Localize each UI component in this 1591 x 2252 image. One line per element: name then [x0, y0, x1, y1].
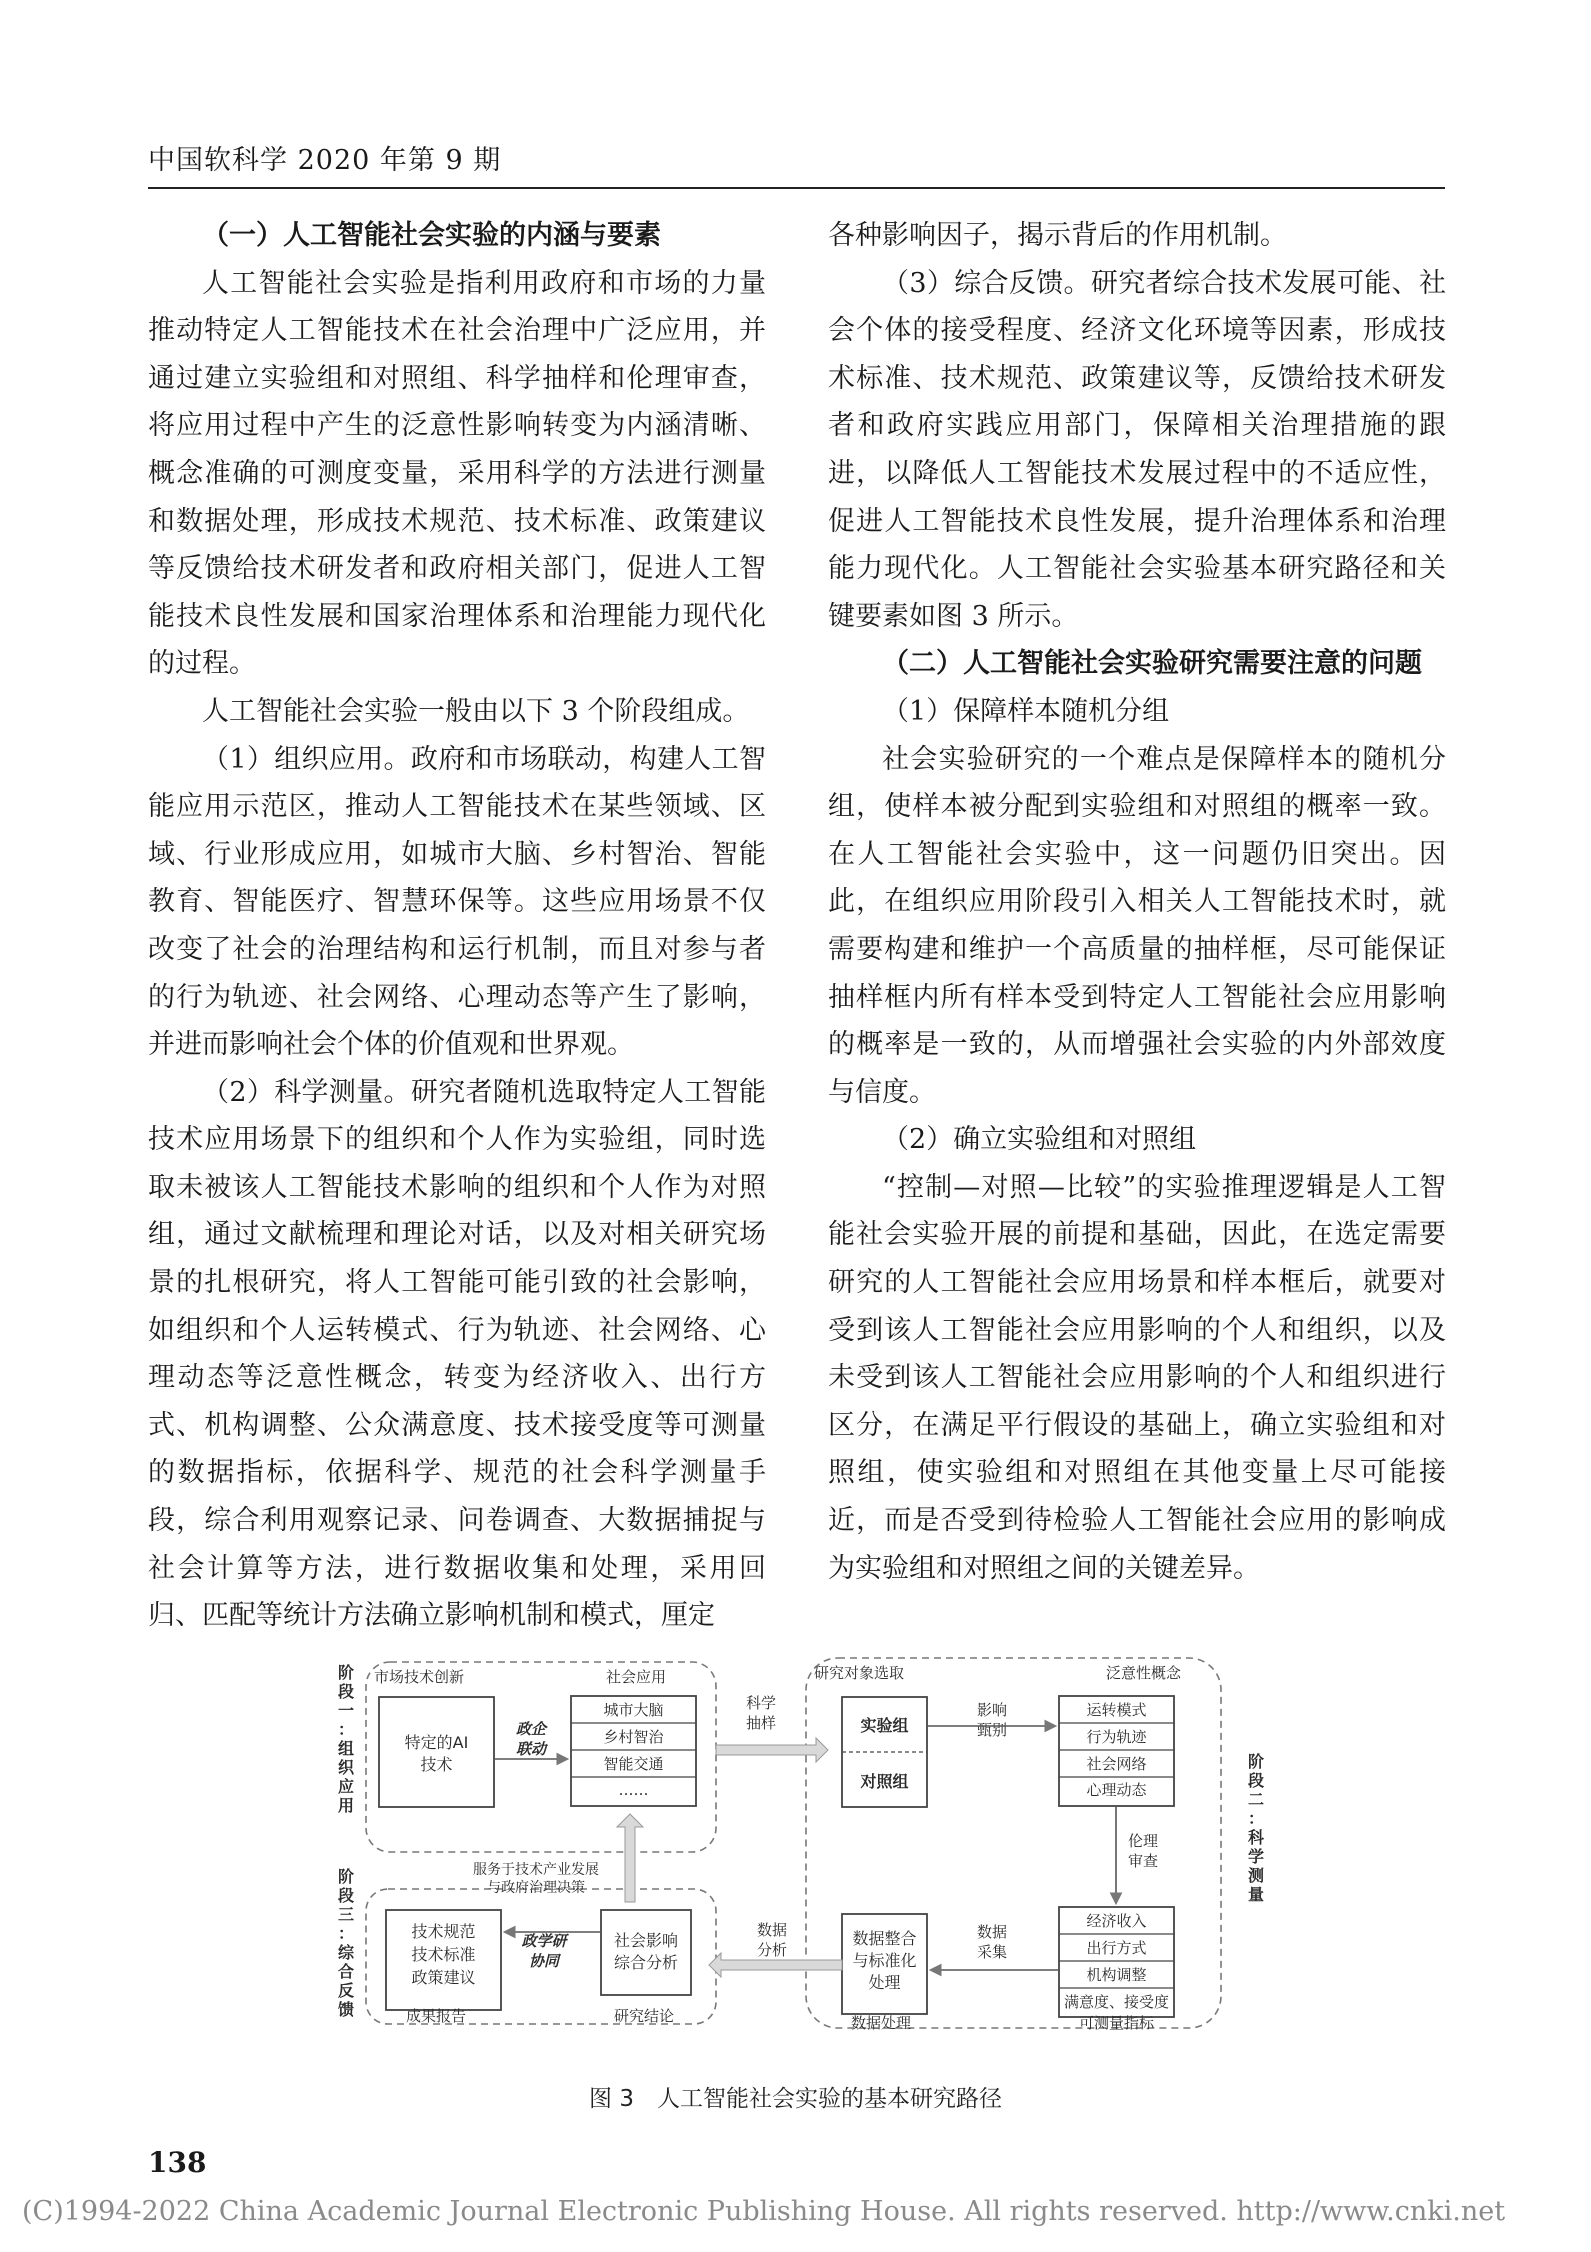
indicator-item: 出行方式: [1086, 1939, 1147, 1957]
journal-header: 中国软科学 2020 年第 9 期: [148, 145, 502, 176]
ethics-label-1: 伦理: [1128, 1832, 1159, 1850]
ai-tech-text-1: 特定的AI: [404, 1733, 469, 1752]
paragraph: （2）科学测量。研究者随机选取特定人工智能技术应用场景下的组织和个人作为实验组，同时选取未被该人工智能技术影响的组织和个人作为对照组，通过文献梳理和理论对话，以及对相关研究场景的扎根研究，将人工智能可能引致的社会影响，如组织和个人运转模式、行为轨迹、社会网络、心理动态等泛意性概念，转变为经济收入、出行方式、机构调整、公众满意度、技术接受度等可测量的数据指标，依据科学、规范的社会科学测量手段，综合利用观察记录、问卷调查、大数据捕捉与社会计算等方法，进行数据收集和处理，采用回归、匹配等统计方法确立影响机制和模式，厘定: [148, 1076, 766, 1632]
impact-text-2: 综合分析: [613, 1953, 679, 1972]
stage2-label: 阶段二：科学测量: [1248, 1752, 1265, 1904]
stage3-label: 阶段三：综合反馈: [338, 1867, 355, 2019]
data-integ-text: 与标准化: [852, 1951, 917, 1970]
paragraph: 人工智能社会实验一般由以下 3 个阶段组成。: [202, 695, 750, 727]
concept-item: 社会网络: [1086, 1755, 1147, 1773]
right-column: [828, 212, 1446, 1592]
data-proc-label: 数据处理: [851, 2014, 912, 2032]
data-analysis-label-2: 分析: [756, 1941, 788, 1959]
impact-text-1: 社会影响: [613, 1931, 679, 1950]
tech-spec-text: 政策建议: [411, 1968, 476, 1987]
exp-group-label: 实验组: [860, 1716, 909, 1735]
sampling-label-2: 抽样: [745, 1714, 777, 1732]
measure-ind-label: 可测量指标: [1079, 2014, 1155, 2032]
indicator-item: 机构调整: [1086, 1966, 1147, 1984]
section-heading-1: （一）人工智能社会实验的内涵与要素: [202, 220, 661, 251]
policy-collab-2: 协同: [528, 1952, 560, 1970]
paragraph: 人工智能社会实验是指利用政府和市场的力量推动特定人工智能技术在社会治理中广泛应用，并通过建立实验组和对照组、科学抽样和伦理审查，将应用过程中产生的泛意性影响转变为内涵清晰、概念准确的可测度变量，采用科学的方法进行测量和数据处理，形成技术规范、技术标准、政策建议等反馈给技术研发者和政府相关部门，促进人工智能技术良性发展和国家治理体系和治理能力现代化的过程。: [148, 267, 766, 680]
concept-item: 心理动态: [1086, 1781, 1147, 1799]
indicator-item: 经济收入: [1086, 1912, 1147, 1930]
sampling-arrow: [716, 1738, 828, 1762]
tech-spec-text: 技术标准: [411, 1945, 476, 1964]
ai-tech-box: [379, 1697, 494, 1807]
concept-item: 运转模式: [1086, 1701, 1147, 1719]
data-integ-text: 处理: [868, 1973, 901, 1992]
header-rule: [148, 187, 1445, 189]
ctrl-group-label: 对照组: [860, 1772, 909, 1791]
tech-spec-text: 技术规范: [411, 1922, 476, 1941]
policy-collab-1: 政学研: [521, 1932, 567, 1950]
gov-link-1: 政企: [515, 1720, 547, 1738]
paragraph: （1）组织应用。政府和市场联动，构建人工智能应用示范区，推动人工智能技术在某些领域、区域、行业形成应用，如城市大脑、乡村智治、智能教育、智能医疗、智慧环保等。这些应用场景不仅改变了社会的治理结构和运行机制，而且对参与者的行为轨迹、社会网络、心理动态等产生了影响，并进而影响社会个体的价值观和世界观。: [148, 743, 766, 1061]
app-item: 城市大脑: [603, 1701, 664, 1719]
effect-label-2: 甄别: [976, 1721, 1008, 1739]
market-tech-label: 市场技术创新: [374, 1668, 465, 1686]
concept-item: 行为轨迹: [1086, 1728, 1147, 1746]
figure-caption: 图 3 人工智能社会实验的基本研究路径: [589, 2086, 1002, 2112]
app-item: ……: [618, 1781, 649, 1799]
indicator-item: 满意度、接受度: [1063, 1993, 1170, 2011]
app-item: 乡村智治: [603, 1728, 664, 1746]
data-collect-label-2: 采集: [976, 1943, 1008, 1961]
app-item: 智能交通: [603, 1755, 664, 1773]
social-app-label: 社会应用: [606, 1668, 667, 1686]
research-select-label: 研究对象选取: [814, 1664, 905, 1682]
subheading: （1）保障样本随机分组: [882, 695, 1170, 727]
conclusion-label: 研究结论: [614, 2007, 675, 2025]
gov-link-2: 联动: [515, 1740, 547, 1758]
research-path-diagram: [316, 1652, 1276, 2052]
paragraph: “控制—对照—比较”的实验推理逻辑是人工智能社会实验开展的前提和基础，因此，在选定需要研究的人工智能社会应用场景和样本框后，就要对受到该人工智能社会应用影响的个人和组织，以及未受到该人工智能社会应用影响的个人和组织进行区分，在满足平行假设的基础上，确立实验组和对照组，使实验组和对照组在其他变量上尽可能接近，而是否受到待检验人工智能社会应用的影响成为实验组和对照组之间的关键差异。: [828, 1171, 1446, 1584]
page-number: 138: [148, 2146, 207, 2179]
figure-3: [316, 1652, 1276, 2052]
concept-label: 泛意性概念: [1106, 1664, 1182, 1682]
subheading: （2）确立实验组和对照组: [882, 1124, 1197, 1156]
sampling-label-1: 科学: [745, 1694, 777, 1712]
ai-tech-text-2: 技术: [420, 1755, 453, 1774]
stage1-label: 阶段一：组织应用: [338, 1663, 355, 1815]
copyright-footer: (C)1994-2022 China Academic Journal Electronic Publishing House. All rights reserved. http://www.cnki.net: [22, 2196, 1506, 2227]
left-column: [148, 212, 766, 1640]
data-analysis-label-1: 数据: [756, 1921, 788, 1939]
paragraph: 社会实验研究的一个难点是保障样本的随机分组，使样本被分配到实验组和对照组的概率一致。在人工智能社会实验中，这一问题仍旧突出。因此，在组织应用阶段引入相关人工智能技术时，就需要构建和维护一个高质量的抽样框，尽可能保证抽样框内所有样本受到特定人工智能社会应用影响的概率是一致的，从而增强社会实验的内外部效度与信度。: [828, 743, 1446, 1108]
data-integ-text: 数据整合: [852, 1929, 917, 1948]
data-collect-label-1: 数据: [976, 1923, 1008, 1941]
paragraph-continued: 各种影响因子，揭示背后的作用机制。: [828, 220, 1287, 251]
ethics-label-2: 审查: [1128, 1852, 1159, 1870]
effect-label-1: 影响: [976, 1701, 1008, 1719]
service-label-2: 与政府治理决策: [487, 1880, 585, 1896]
service-label-1: 服务于技术产业发展: [473, 1862, 599, 1878]
result-report-label: 成果报告: [406, 2007, 467, 2025]
paragraph: （3）综合反馈。研究者综合技术发展可能、社会个体的接受程度、经济文化环境等因素，形成技术标准、技术规范、政策建议等，反馈给技术研发者和政府实践应用部门，保障相关治理措施的跟进，以降低人工智能技术发展过程中的不适应性，促进人工智能技术良性发展，提升治理体系和治理能力现代化。人工智能社会实验基本研究路径和关键要素如图 3 所示。: [828, 267, 1446, 632]
section-heading-2: （二）人工智能社会实验研究需要注意的问题: [882, 648, 1422, 680]
